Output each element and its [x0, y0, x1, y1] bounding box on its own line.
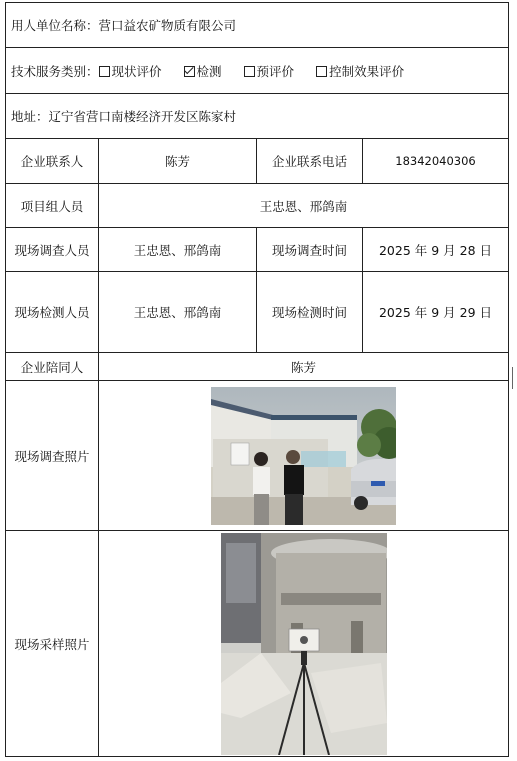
- project-label: 项目组人员: [6, 184, 99, 228]
- checkbox-unchecked: [99, 66, 110, 77]
- address-row: [6, 94, 509, 139]
- service-row: [6, 48, 509, 94]
- service-option-label: 预评价: [256, 63, 295, 79]
- sampling-photo-cell: [99, 531, 509, 757]
- unit-row: [6, 3, 509, 48]
- service-option-control: [316, 62, 404, 80]
- project-value: 王忠恩、邢鸽南: [99, 184, 509, 228]
- unit-value: 营口益农矿物质有限公司: [98, 18, 237, 33]
- service-option-label: 控制效果评价: [329, 63, 405, 79]
- survey-staff-label: 现场调查人员: [6, 228, 99, 272]
- service-option-testing: [184, 62, 222, 80]
- service-label: 技术服务类别：: [11, 63, 99, 79]
- checkbox-unchecked: [244, 66, 255, 77]
- survey-time-value: 2025 年 9 月 28 日: [363, 228, 509, 272]
- testing-staff-value: 王忠恩、邢鸽南: [99, 272, 257, 353]
- testing-staff-label: 现场检测人员: [6, 272, 99, 353]
- survey-photo: [211, 387, 396, 525]
- phone-label: 企业联系电话: [257, 139, 363, 184]
- survey-staff-value: 王忠恩、邢鸽南: [99, 228, 257, 272]
- contact-value: 陈芳: [99, 139, 257, 184]
- sampling-photo-label: 现场采样照片: [6, 531, 99, 757]
- escort-label: 企业陪同人: [6, 353, 99, 381]
- contact-label: 企业联系人: [6, 139, 99, 184]
- testing-time-label: 现场检测时间: [257, 272, 363, 353]
- sampling-photo: [221, 533, 387, 755]
- service-option-label: 现状评价: [111, 63, 162, 79]
- survey-photo-cell: [99, 381, 509, 531]
- checkbox-checked: [184, 66, 195, 77]
- service-option-status: [99, 62, 162, 80]
- escort-value: 陈芳: [99, 353, 509, 381]
- testing-time-value: 2025 年 9 月 29 日: [363, 272, 509, 353]
- survey-photo-label: 现场调查照片: [6, 381, 99, 531]
- survey-time-label: 现场调查时间: [257, 228, 363, 272]
- unit-label: 用人单位名称：: [11, 18, 99, 33]
- phone-value: 18342040306: [363, 139, 509, 184]
- service-option-label: 检测: [196, 63, 222, 79]
- record-table: [5, 2, 509, 757]
- checkbox-unchecked: [316, 66, 327, 77]
- service-option-pre: [244, 62, 295, 80]
- address-value: 辽宁省营口南楼经济开发区陈家村: [48, 109, 237, 124]
- address-label: 地址：: [11, 109, 49, 124]
- margin-mark: [512, 367, 513, 389]
